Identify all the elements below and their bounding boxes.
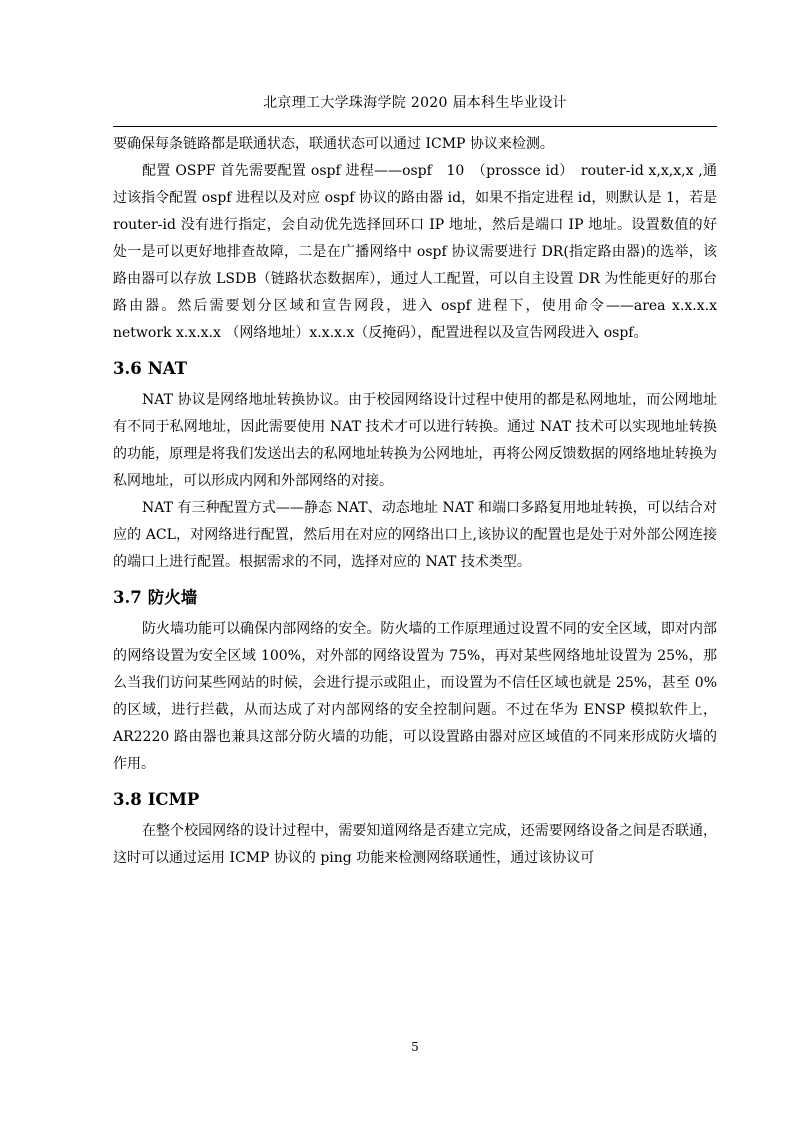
section-title: 防火墙 — [147, 588, 198, 607]
paragraph-continuation: 要确保每条链路都是联通状态，联通状态可以通过 ICMP 协议来检测。 — [113, 136, 554, 152]
header-rule — [113, 126, 717, 127]
paragraph-nat-2: NAT 有三种配置方式——静态 NAT、动态地址 NAT 和端口多路复用地址转换，可以结合对应的 ACL，对网络进行配置，然后用在对应的网络出口上,该协议的配置也是处于对外部公网连接的端口上进行配置。根据需求的不同，选择对应的 NAT 技术类型。 — [113, 500, 717, 570]
section-number: 3.6 — [113, 359, 142, 378]
section-number: 3.7 — [113, 588, 142, 607]
section-heading-firewall — [113, 583, 717, 613]
paragraph-icmp: 在整个校园网络的设计过程中，需要知道网络是否建立完成，还需要网络设备之间是否联通，这时可以通过运用 ICMP 协议的 ping 功能来检测网络联通性，通过该协议可 — [113, 823, 717, 866]
section-heading-icmp — [113, 785, 717, 815]
document-body — [113, 131, 731, 872]
page-number: 5 — [411, 1040, 419, 1054]
section-title: NAT — [147, 359, 187, 378]
page-header: 北京理工大学珠海学院 2020 届本科生毕业设计 — [263, 95, 567, 111]
paragraph-firewall: 防火墙功能可以确保内部网络的安全。防火墙的工作原理通过设置不同的安全区域，即对内部的网络设置为安全区域 100%，对外部的网络设置为 75%，再对某些网络地址设置为 25%，那么当我们访问某些网站的时候，会进行提示或阻止，而设置为不信任区域也就是 25%，甚至 0%的区域，进行拦截，从而达成了对内部网络的安全控制问题。不过在华为 ENSP 模拟软件上，AR2220 路由器也兼具这部分防火墙的功能，可以设置路由器对应区域值的不同来形成防火墙的作用。 — [113, 621, 717, 772]
section-number: 3.8 — [113, 790, 142, 809]
paragraph-nat-1: NAT 协议是网络地址转换协议。由于校园网络设计过程中使用的都是私网地址，而公网地址有不同于私网地址，因此需要使用 NAT 技术才可以进行转换。通过 NAT 技术可以实现地址转换的功能，原理是将我们发送出去的私网地址转换为公网地址，再将公网反馈数据的网络地址转换为私网地址，可以形成内网和外部网络的对接。 — [113, 392, 717, 489]
section-title: ICMP — [147, 790, 200, 809]
paragraph-ospf: 配置 OSPF 首先需要配置 ospf 进程——ospf 10 （prossce id） router-id x,x,x,x ,通过该指令配置 ospf 进程以及对应 ospf 协议的路由器 id，如果不指定进程 id，则默认是 1，若是 router-id 没有进行指定，会自动优先选择回环口 IP 地址，然后是端口 IP 地址。设置数值的好处一是可以更好地排查故障，二是在广播网络中 ospf 协议需要进行 DR(指定路由器)的选举，该路由器可以存放 LSDB（链路状态数据库），通过人工配置，可以自主设置 DR 为性能更好的那台路由器。然后需要划分区域和宣告网段，进入 ospf 进程下，使用命令——area x.x.x.x network x.x.x.x （网络地址）x.x.x.x（反掩码），配置进程以及宣告网段进入 ospf。 — [113, 163, 731, 341]
section-heading-nat — [113, 354, 717, 384]
